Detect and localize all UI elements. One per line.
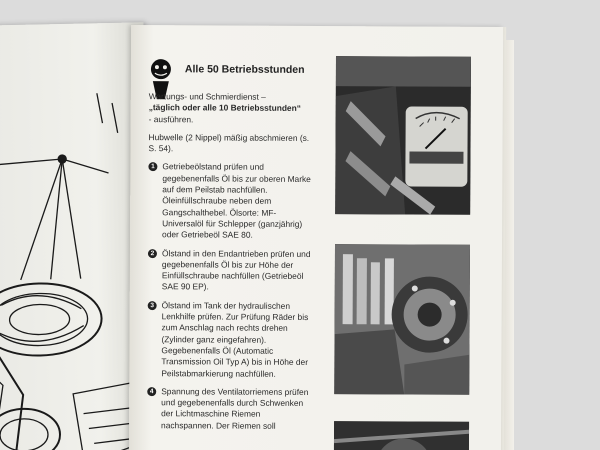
intro-bold: „täglich oder alle 10 Betriebsstunden“ [148,102,301,114]
item-number: 4 [147,387,156,396]
list-item [148,248,316,294]
intro-line3: - ausführen. [148,113,194,124]
item-text: Spannung des Ventilatorriemens prüfen und gegebenenfalls durch Schwenken der Lichtmaschine Riemen nachspannen. Der Riemen soll [161,386,309,431]
item-text: Ölstand in den Endantrieben prüfen und gegebenenfalls Öl bis zur Höhe der Einfüllschraube nachfüllen (Getriebeöl SAE 90 EP). [161,247,311,292]
page-title: Alle 50 Betriebsstunden [184,63,305,76]
item-text: Ölstand im Tank der hydraulischen Lenkhilfe prüfen. Zur Prüfung Räder bis zum Anschlag nach rechts drehen (Zylinder ganz eingefahren). Gegebenenfalls Öl (Automatic Transmission Oil Typ A) bis in Höhe der Peilstabmarkierung nachfüllen. [161,299,309,379]
item-text: Getriebeölstand prüfen und gegebenenfalls Öl bis zur oberen Marke auf dem Peilstab nachfüllen. Öleinfüllschraube neben dem Gangschalthebel. Ölsorte: MF-Universalöl für Schlepper (ganzjährig) oder Getriebeöl SAE 80. [162,161,311,240]
photo-fan-belt [334,421,469,450]
list-item [148,162,316,242]
list-item [147,386,315,432]
photo-final-drive [334,244,470,395]
instruction-text [147,91,317,439]
item-number: 1 [148,163,157,172]
intro-paragraph [149,91,317,126]
hubwelle-paragraph: Hubwelle (2 Nippel) mäßig abschmieren (s. S. 54). [148,132,310,154]
intro-line1: Wartungs- und Schmierdienst – [148,91,266,102]
list-item [147,300,315,380]
item-number: 2 [148,249,157,258]
photo-gear-lever [335,56,471,215]
item-number: 3 [148,301,157,310]
right-page [129,25,503,450]
